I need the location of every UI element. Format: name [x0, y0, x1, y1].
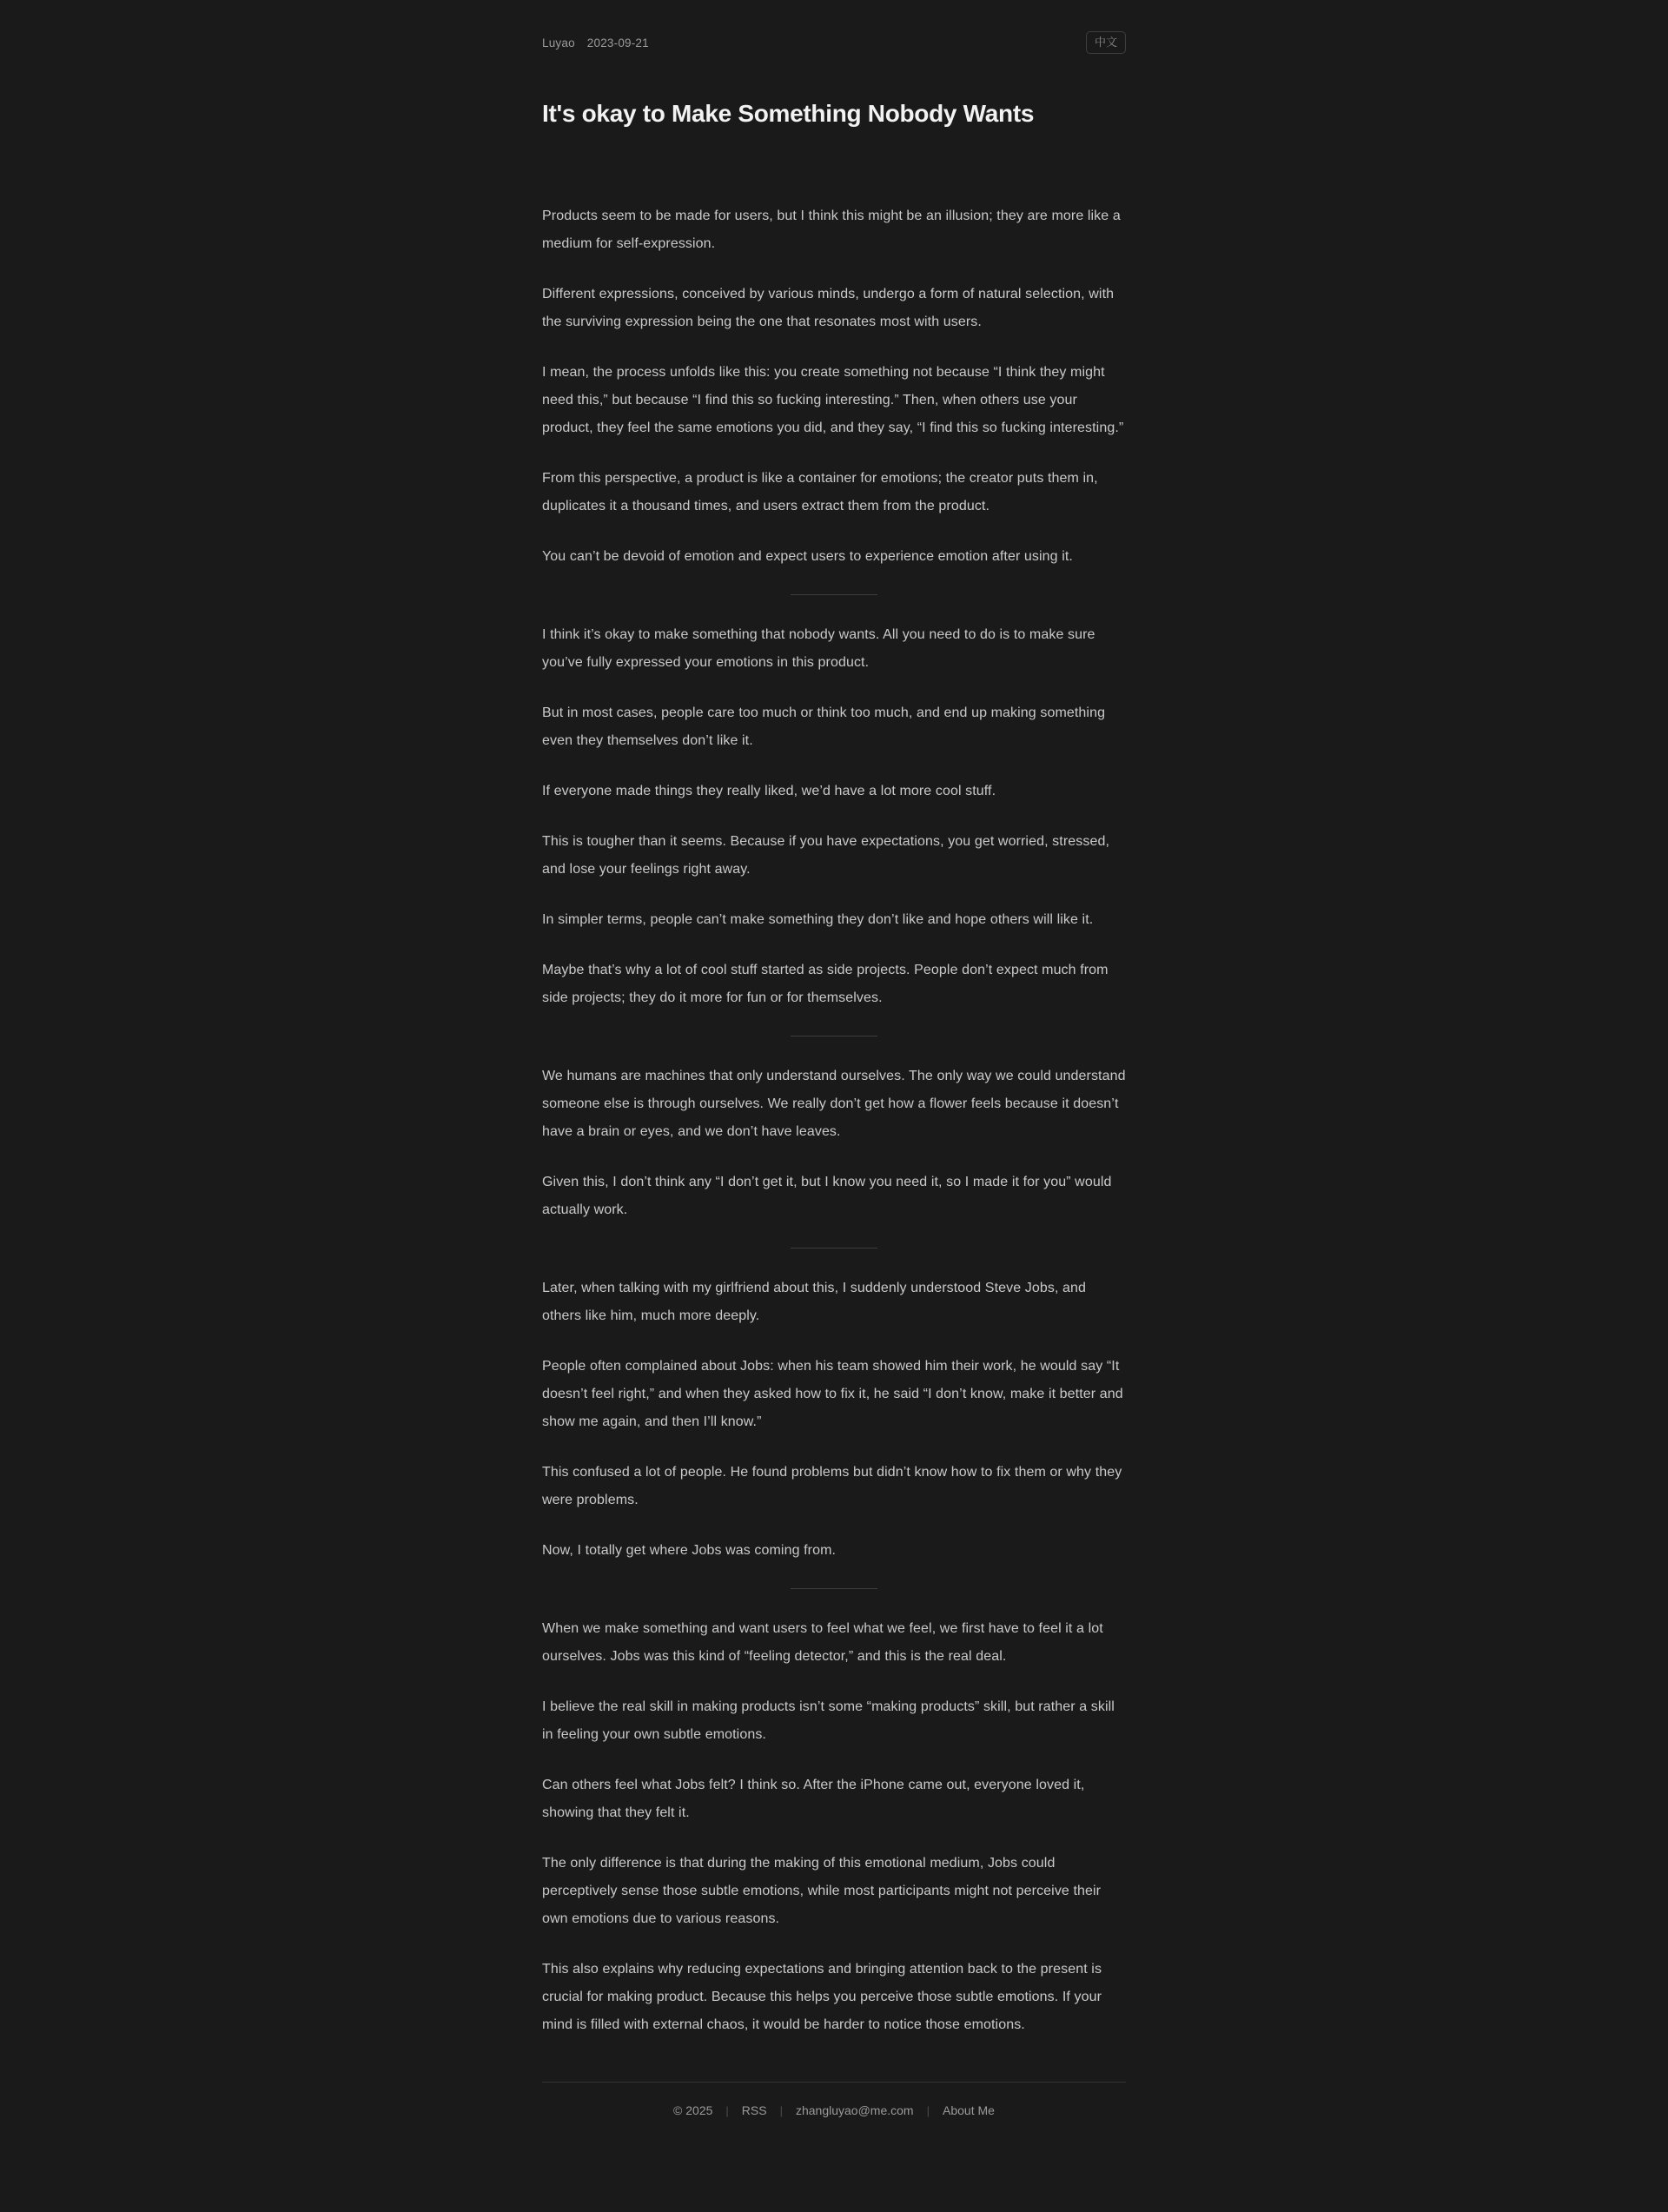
footer: [542, 2082, 1126, 2168]
content-column: [542, 0, 1126, 2168]
copyright: © 2025: [673, 2103, 713, 2117]
paragraph: I mean, the process unfolds like this: you create something not because “I think they might need this,” but because “I find this so fucking interesting.” Then, when others use your product, they feel the same emotions you did, and they say, “I find this so fucking interesting.”: [542, 365, 1124, 435]
paragraph: From this perspective, a product is like a container for emotions; the creator puts them in, duplicates it a thousand times, and users extract them from the product.: [542, 471, 1098, 513]
author-link[interactable]: Luyao: [542, 36, 575, 50]
footer-separator: |: [926, 2103, 930, 2117]
paragraph: Given this, I don’t think any “I don’t get it, but I know you need it, so I made it for you” would actually work.: [542, 1175, 1112, 1217]
paragraph: This also explains why reducing expectations and bringing attention back to the present is crucial for making product. Because this helps you perceive those subtle emotions. If your mind is filled with external chaos, it would be harder to notice those emotions.: [542, 1962, 1102, 2032]
paragraph: Products seem to be made for users, but I think this might be an illusion; they are more like a medium for self-expression.: [542, 209, 1121, 251]
post-header: [542, 30, 1126, 56]
paragraph: But in most cases, people care too much or think too much, and end up making something even they themselves don’t like it.: [542, 705, 1106, 748]
paragraph: Can others feel what Jobs felt? I think so. After the iPhone came out, everyone loved it, showing that they felt it.: [542, 1778, 1085, 1820]
footer-separator: |: [779, 2103, 783, 2117]
paragraph: The only difference is that during the making of this emotional medium, Jobs could perceptively sense those subtle emotions, while most participants might not perceive their own emotions due to various reasons.: [542, 1856, 1102, 1926]
article-body: [542, 202, 1126, 2039]
paragraph: When we make something and want users to feel what we feel, we first have to feel it a lot ourselves. Jobs was this kind of “feeling detector,” and this is the real deal.: [542, 1621, 1103, 1664]
paragraph: Later, when talking with my girlfriend about this, I suddenly understood Steve Jobs, and others like him, much more deeply.: [542, 1281, 1087, 1323]
paragraph: Maybe that’s why a lot of cool stuff started as side projects. People don’t expect much from side projects; they do it more for fun or for themselves.: [542, 963, 1109, 1005]
paragraph: In simpler terms, people can’t make something they don’t like and hope others will like it.: [542, 912, 1094, 927]
paragraph: If everyone made things they really liked, we’d have a lot more cool stuff.: [542, 784, 996, 798]
section-divider: [791, 1588, 877, 1589]
post-meta: [542, 36, 649, 50]
paragraph: You can’t be devoid of emotion and expect users to experience emotion after using it.: [542, 549, 1073, 564]
paragraph: This is tougher than it seems. Because if you have expectations, you get worried, stressed, and lose your feelings right away.: [542, 834, 1109, 877]
section-divider: [791, 594, 877, 595]
paragraph: Different expressions, conceived by various minds, undergo a form of natural selection, with the surviving expression being the one that resonates most with users.: [542, 287, 1115, 329]
paragraph: People often complained about Jobs: when his team showed him their work, he would say “It doesn’t feel right,” and when they asked how to fix it, he said “I don’t know, make it better and show me again, and then I’ll know.”: [542, 1359, 1123, 1429]
paragraph: We humans are machines that only understand ourselves. The only way we could understand someone else is through ourselves. We really don’t get how a flower feels because it doesn’t have a brain or eyes, and we don’t have leaves.: [542, 1069, 1126, 1139]
paragraph: I think it’s okay to make something that nobody wants. All you need to do is to make sure you’ve fully expressed your emotions in this product.: [542, 627, 1095, 670]
paragraph: I believe the real skill in making products isn’t some “making products” skill, but rather a skill in feeling your own subtle emotions.: [542, 1699, 1115, 1742]
about-me-link[interactable]: About Me: [943, 2103, 995, 2117]
paragraph: This confused a lot of people. He found problems but didn’t know how to fix them or why they were problems.: [542, 1465, 1122, 1507]
rss-link[interactable]: RSS: [741, 2103, 767, 2117]
post-date: 2023-09-21: [586, 36, 649, 50]
email-link[interactable]: zhangluyao@me.com: [795, 2103, 914, 2117]
paragraph: Now, I totally get where Jobs was coming from.: [542, 1543, 837, 1558]
language-toggle-button[interactable]: 中文: [1086, 31, 1126, 54]
page-title: It's okay to Make Something Nobody Wants: [542, 100, 1035, 127]
footer-separator: |: [725, 2103, 729, 2117]
